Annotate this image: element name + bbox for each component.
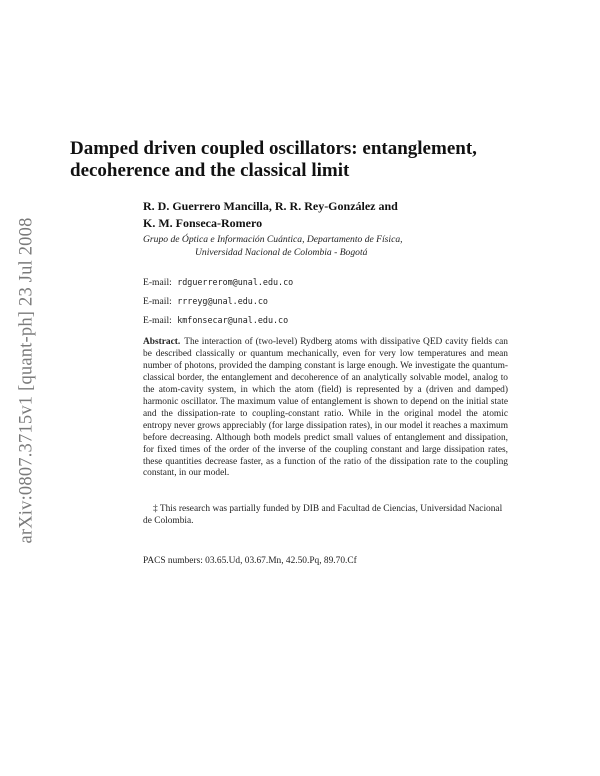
authors-line-1: R. D. Guerrero Mancilla, R. R. Rey-González and: [143, 199, 398, 213]
email-label: E-mail:: [143, 315, 172, 326]
abstract: [143, 337, 508, 480]
affiliation-line-1: Grupo de Óptica e Información Cuántica, Departamento de Física,: [143, 234, 403, 245]
email-list: [143, 275, 523, 332]
email-row: [143, 313, 523, 332]
arxiv-identifier-stamp: [12, 190, 42, 570]
email-address[interactable]: rdguerrerom@unal.edu.co: [177, 277, 294, 287]
paper-title: [70, 138, 540, 182]
abstract-text: The interaction of (two-level) Rydberg atoms with dissipative QED cavity fields can be described classically or quantum mechanically, even for very low temperatures and mean number of photons, provided the damping constant is large enough. We investigate the quantum-classical border, the entanglement and decoherence of an analytically solvable model, analog to the atom-cavity system, in which the atom (field) is represented by a (driven and damped) harmonic oscillator. The maximum value of entanglement is shown to depend on the initial state and the dissipation-rate to coupling-constant ratio. While in the original model the atomic entropy never grows appreciably (for large dissipation rates), in our model it reaches a maximum before decreasing. Although both models predict small values of entanglement and dissipation, for fixed times of the order of the inverse of the coupling constant and large dissipation rates, these quantities decrease faster, as a function of the ratio of the dissipation rate to the coupling constant, in our model.: [143, 337, 508, 479]
email-row: [143, 275, 523, 294]
author-list: [143, 198, 473, 232]
email-label: E-mail:: [143, 277, 172, 288]
email-address[interactable]: kmfonsecar@unal.edu.co: [177, 315, 289, 325]
title-line-1: Damped driven coupled oscillators: entanglement,: [70, 138, 477, 159]
pacs-numbers: PACS numbers: 03.65.Ud, 03.67.Mn, 42.50.Pq, 89.70.Cf: [143, 556, 357, 566]
affiliation-line-2: Universidad Nacional de Colombia - Bogotá: [195, 247, 368, 258]
email-row: [143, 294, 523, 313]
authors-line-2: K. M. Fonseca-Romero: [143, 216, 263, 230]
funding-footnote: ‡ This research was partially funded by DIB and Facultad de Ciencias, Universidad Nacional de Colombia.: [143, 504, 503, 526]
email-label: E-mail:: [143, 296, 172, 307]
affiliation: [143, 233, 523, 259]
email-address[interactable]: rrreyg@unal.edu.co: [177, 296, 268, 306]
arxiv-identifier-text: arXiv:0807.3715v1 [quant-ph] 23 Jul 2008: [16, 216, 37, 544]
abstract-label: Abstract.: [143, 337, 181, 347]
title-line-2: decoherence and the classical limit: [70, 160, 350, 181]
